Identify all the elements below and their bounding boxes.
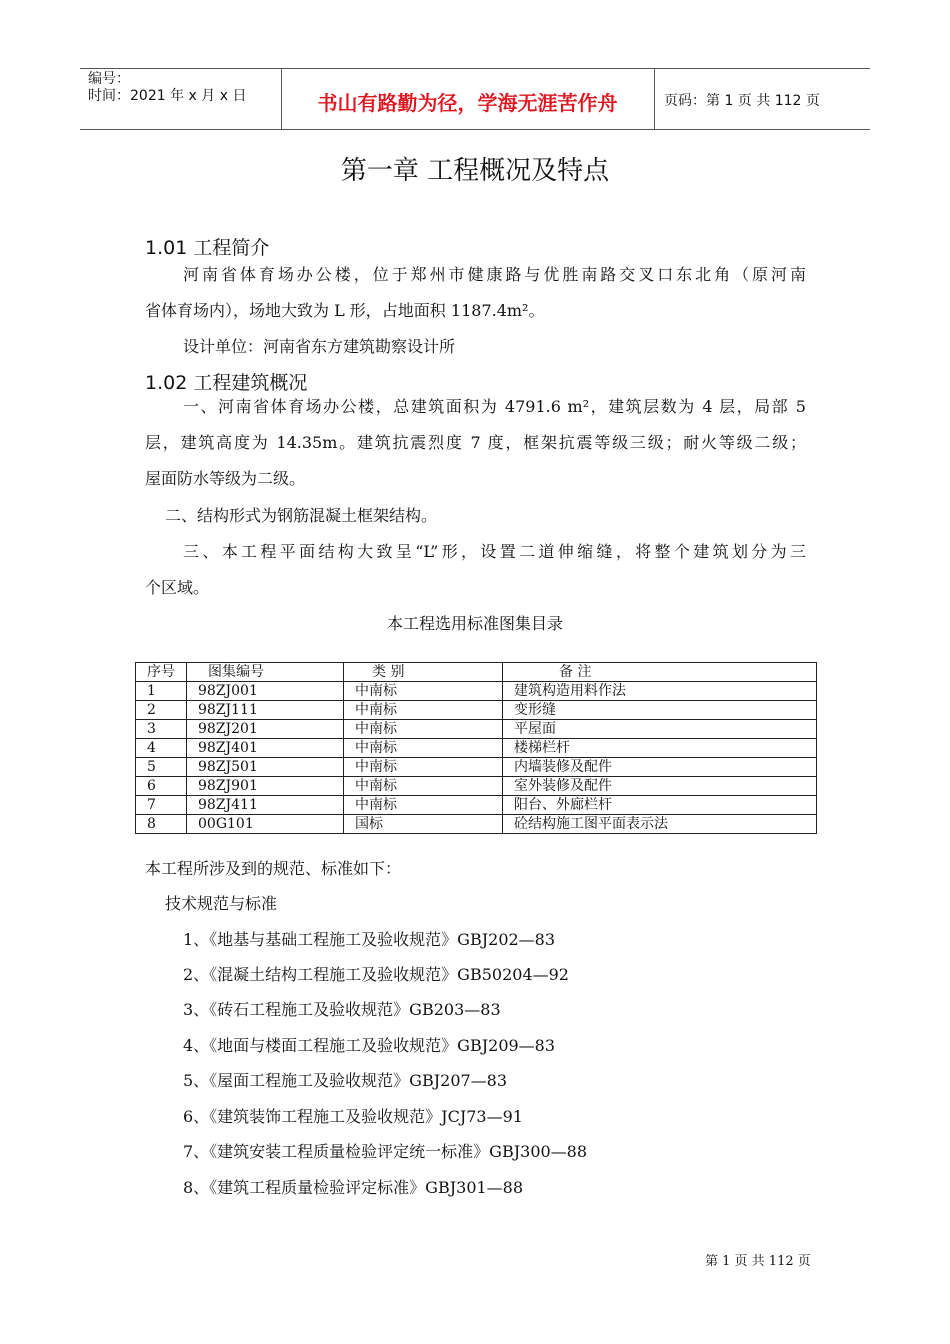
doc-time: 时间：2021 年 x 月 x 日 <box>88 88 247 104</box>
table-cell: 中南标 <box>344 739 503 758</box>
table-cell: 中南标 <box>344 682 503 701</box>
standard-item: 6、《建筑装饰工程施工及验收规范》JCJ73—91 <box>183 1107 523 1126</box>
paragraph-line: 二、结构形式为钢筋混凝土框架结构。 <box>165 506 438 525</box>
table-cell: 平屋面 <box>503 720 817 739</box>
section-heading: 1.01 工程简介 <box>145 237 270 259</box>
table-row <box>136 739 817 758</box>
table-row <box>136 701 817 720</box>
paragraph-line: 一、河南省体育场办公楼，总建筑面积为 4791.6 m²，建筑层数为 4 层，局部 5 <box>183 397 806 416</box>
section-heading: 1.02 工程建筑概况 <box>145 372 308 394</box>
standard-item: 3、《砖石工程施工及验收规范》GB203—83 <box>183 1000 501 1019</box>
column-header: 序号 <box>136 663 187 682</box>
table-cell: 中南标 <box>344 796 503 815</box>
table-cell: 98ZJ501 <box>187 758 344 777</box>
standard-item: 5、《屋面工程施工及验收规范》GBJ207—83 <box>183 1071 508 1090</box>
table-cell: 砼结构施工图平面表示法 <box>503 815 817 834</box>
table-cell: 内墙装修及配件 <box>503 758 817 777</box>
header-motto: 书山有路勤为径，学海无涯苦作舟 <box>317 91 618 115</box>
table-cell: 98ZJ411 <box>187 796 344 815</box>
table-cell: 变形缝 <box>503 701 817 720</box>
table-cell: 98ZJ901 <box>187 777 344 796</box>
table-cell: 5 <box>136 758 187 777</box>
standard-item: 2、《混凝土结构工程施工及验收规范》GB50204—92 <box>183 965 569 984</box>
paragraph-line: 三、本工程平面结构大致呈“L”形，设置二道伸缩缝，将整个建筑划分为三 <box>183 542 806 561</box>
paragraph-line: 省体育场内），场地大致为 L 形，占地面积 1187.4m²。 <box>145 301 545 320</box>
table-row <box>136 796 817 815</box>
table-cell: 室外装修及配件 <box>503 777 817 796</box>
standard-item: 7、《建筑安装工程质量检验评定统一标准》GBJ300—88 <box>183 1142 588 1161</box>
table-cell: 建筑构造用料作法 <box>503 682 817 701</box>
standard-item: 1、《地基与基础工程施工及验收规范》GBJ202—83 <box>183 930 556 949</box>
table-cell: 2 <box>136 701 187 720</box>
header-divider <box>654 69 655 129</box>
table-cell: 00G101 <box>187 815 344 834</box>
standard-item: 8、《建筑工程质量检验评定标准》GBJ301—88 <box>183 1178 524 1197</box>
table-row <box>136 720 817 739</box>
table-cell: 6 <box>136 777 187 796</box>
column-header: 图集编号 <box>187 663 344 682</box>
page-header <box>80 68 870 130</box>
table-cell: 98ZJ111 <box>187 701 344 720</box>
paragraph-line: 屋面防水等级为二级。 <box>145 469 306 488</box>
doc-number-label: 编号： <box>88 71 130 87</box>
table-cell: 8 <box>136 815 187 834</box>
paragraph-line: 河南省体育场办公楼，位于郑州市健康路与优胜南路交叉口东北角（原河南 <box>183 265 806 284</box>
table-cell: 98ZJ201 <box>187 720 344 739</box>
standards-intro: 本工程所涉及到的规范、标准如下： <box>145 859 402 878</box>
standards-subheading: 技术规范与标准 <box>165 894 278 913</box>
table-cell: 1 <box>136 682 187 701</box>
chapter-title: 第一章 工程概况及特点 <box>340 156 610 186</box>
page-footer: 第 1 页 共 112 页 <box>705 1254 811 1269</box>
table-cell: 中南标 <box>344 701 503 720</box>
table-cell: 中南标 <box>344 720 503 739</box>
header-page-info: 页码：第 1 页 共 112 页 <box>664 93 820 109</box>
table-cell: 国标 <box>344 815 503 834</box>
table-row <box>136 682 817 701</box>
table-row <box>136 777 817 796</box>
column-header: 备 注 <box>503 663 817 682</box>
paragraph-line: 层，建筑高度为 14.35m。建筑抗震烈度 7 度，框架抗震等级三级；耐火等级二级； <box>145 433 806 452</box>
standards-atlas-table <box>135 662 817 834</box>
table-caption: 本工程选用标准图集目录 <box>386 614 563 633</box>
table-row <box>136 758 817 777</box>
table-cell: 7 <box>136 796 187 815</box>
paragraph-line: 设计单位：河南省东方建筑勘察设计所 <box>183 337 456 356</box>
header-meta <box>88 71 246 105</box>
table-cell: 中南标 <box>344 777 503 796</box>
table-cell: 98ZJ001 <box>187 682 344 701</box>
table-header-row <box>136 663 817 682</box>
table-row <box>136 815 817 834</box>
table-cell: 楼梯栏杆 <box>503 739 817 758</box>
table-cell: 98ZJ401 <box>187 739 344 758</box>
paragraph-line: 个区域。 <box>145 578 210 597</box>
table-cell: 4 <box>136 739 187 758</box>
table-cell: 中南标 <box>344 758 503 777</box>
table-cell: 阳台、外廊栏杆 <box>503 796 817 815</box>
table-cell: 3 <box>136 720 187 739</box>
standard-item: 4、《地面与楼面工程施工及验收规范》GBJ209—83 <box>183 1036 556 1055</box>
column-header: 类 别 <box>344 663 503 682</box>
